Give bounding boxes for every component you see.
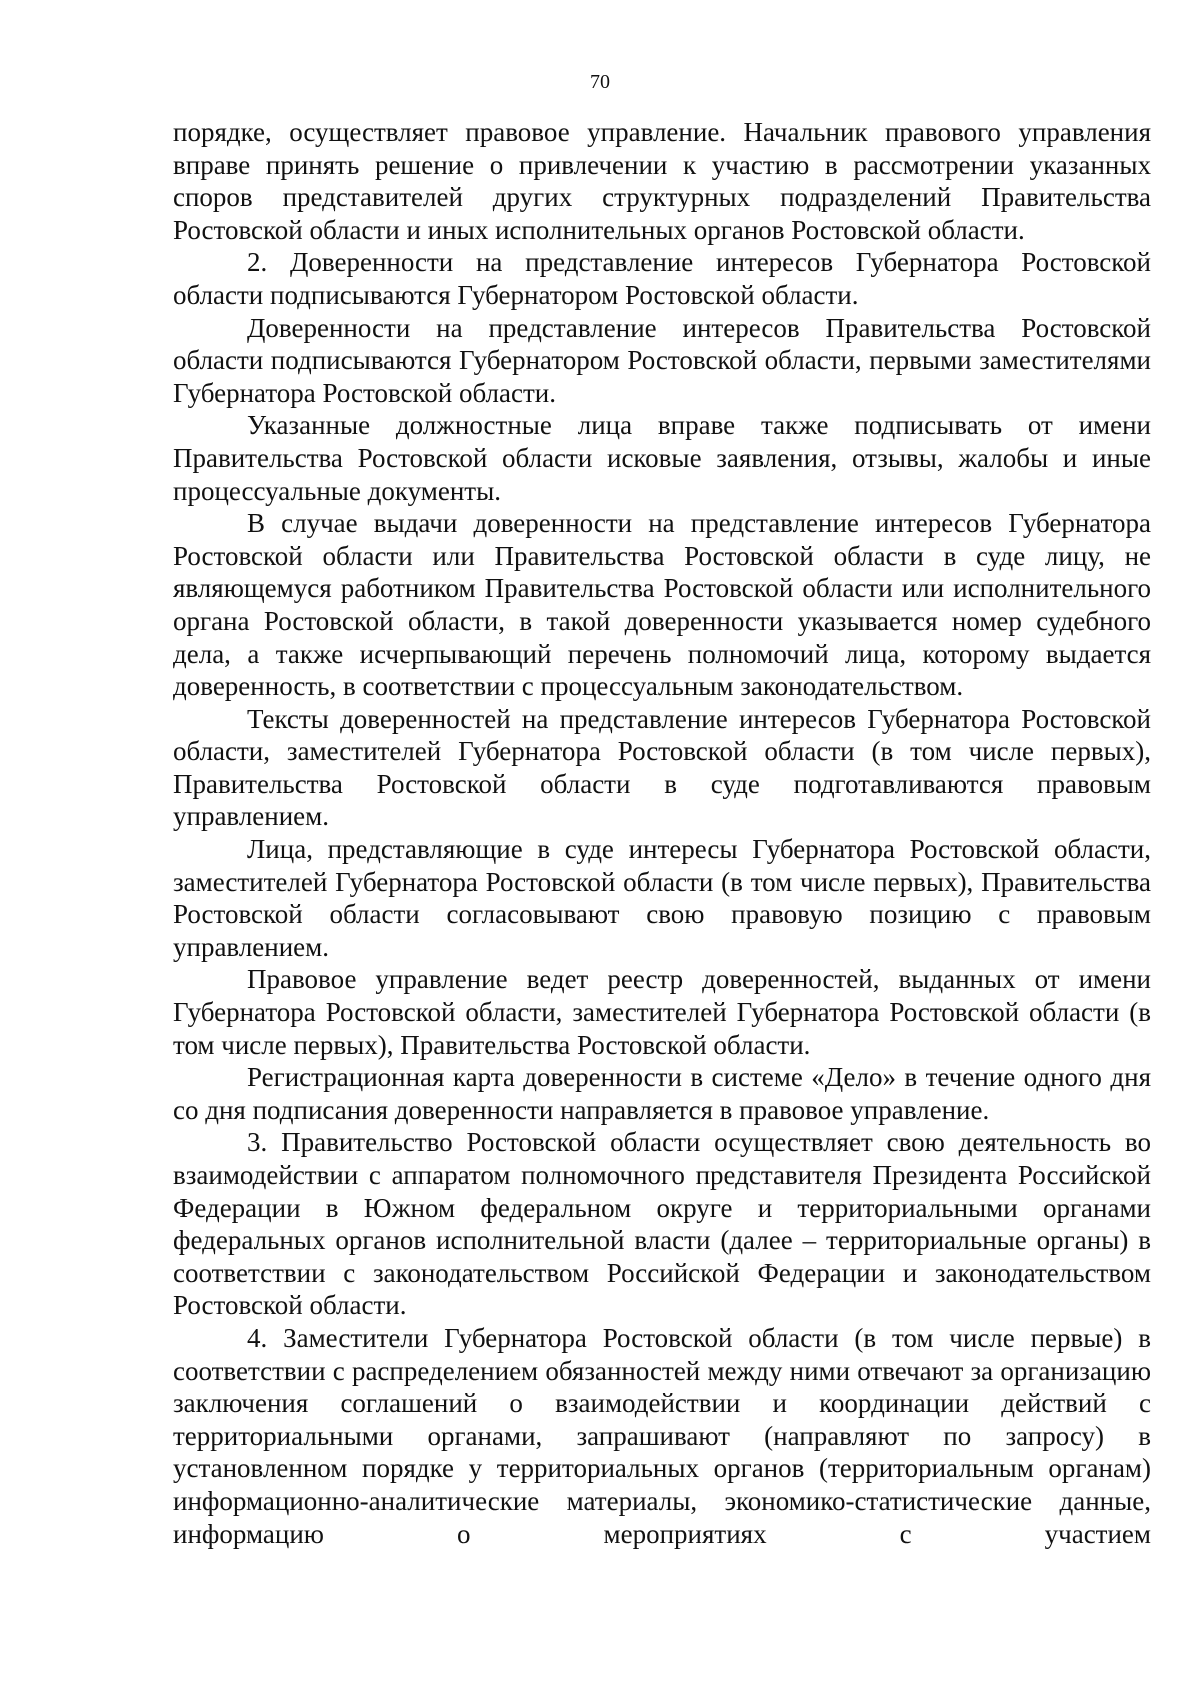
- paragraph-registry: Правовое управление ведет реестр доверенностей, выданных от имени Губернатора Ростовской области, заместителей Губернатора Ростовской области (в том числе первых), Правительства Ростовской области.: [173, 964, 1151, 1060]
- paragraph-government-power-of-attorney: Доверенности на представление интересов Правительства Ростовской области подписываются Губернатором Ростовской области, первыми заместителями Губернатора Ростовской области.: [173, 312, 1151, 408]
- document-body: [173, 116, 1151, 1550]
- paragraph-officials-signing: Указанные должностные лица вправе также подписывать от имени Правительства Ростовской области исковые заявления, отзывы, жалобы и иные процессуальные документы.: [173, 410, 1151, 506]
- paragraph-power-of-attorney-texts: Тексты доверенностей на представление интересов Губернатора Ростовской области, заместителей Губернатора Ростовской области (в том числе первых), Правительства Ростовской области в суде подготавливаются правовым управлением.: [173, 703, 1151, 832]
- paragraph-item-3: 3. Правительство Ростовской области осуществляет свою деятельность во взаимодействии с аппаратом полномочного представителя Президента Российской Федерации в Южном федеральном округе и территориальными органами федеральных органов исполнительной власти (далее – территориальные органы) в соответствии с законодательством Российской Федерации и законодательством Ростовской области.: [173, 1127, 1151, 1321]
- paragraph-court-representation: В случае выдачи доверенности на представление интересов Губернатора Ростовской области или Правительства Ростовской области в суде лицу, не являющемуся работником Правительства Ростовской области или исполнительного органа Ростовской области, в такой доверенности указывается номер судебного дела, а также исчерпывающий перечень полномочий лица, которому выдается доверенность, в соответствии с процессуальным законодательством.: [173, 508, 1151, 702]
- page-number: 70: [590, 71, 610, 93]
- paragraph-item-4: 4. Заместители Губернатора Ростовской области (в том числе первые) в соответствии с распределением обязанностей между ними отвечают за организацию заключения соглашений о взаимодействии и координации действий с территориальными органами, запрашивают (направляют по запросу) в установленном порядке у территориальных органов (территориальным органам) информационно-аналитические материалы, экономико-статистические данные, информацию о мероприятиях с участием: [173, 1322, 1151, 1549]
- paragraph-legal-position: Лица, представляющие в суде интересы Губернатора Ростовской области, заместителей Губернатора Ростовской области (в том числе первых), Правительства Ростовской области согласовывают свою правовую позицию с правовым управлением.: [173, 834, 1151, 962]
- paragraph-registration-card: Регистрационная карта доверенности в системе «Дело» в течение одного дня со дня подписания доверенности направляется в правовое управление.: [173, 1062, 1151, 1125]
- paragraph-continuation: порядке, осуществляет правовое управление. Начальник правового управления вправе принять решение о привлечении к участию в рассмотрении указанных споров представителей других структурных подразделений Правительства Ростовской области и иных исполнительных органов Ростовской области.: [173, 117, 1151, 245]
- paragraph-item-2: 2. Доверенности на представление интересов Губернатора Ростовской области подписываются Губернатором Ростовской области.: [173, 247, 1151, 310]
